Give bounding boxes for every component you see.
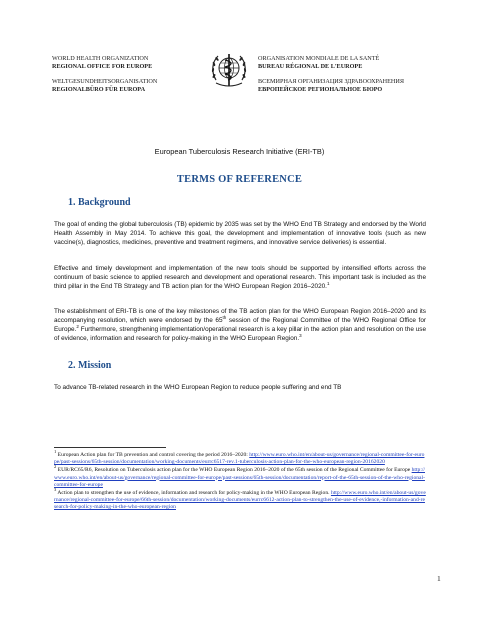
footnote-separator xyxy=(54,447,166,448)
section-heading-mission: 2. Mission xyxy=(68,360,112,371)
header-right-line1: ORGANISATION MONDIALE DE LA SANTÉ xyxy=(258,55,380,62)
background-paragraph-3 xyxy=(54,307,426,343)
footnote-text: EUR/RC65/R6, Resolution on Tuberculosis action plan for the WHO European Region 2016–2020 of the 65th session of the Regional Committee for Europe xyxy=(56,467,412,474)
footnote-ref-3: 3 xyxy=(299,333,302,338)
header-right xyxy=(258,55,438,94)
footnote-link-2[interactable]: http://www.euro.who.int/en/about-us/governance/regional-committee-for-europe/past-sessions/65th-session/documentation/report-of-the-65th-session-of-the-who-regional-committee-for-europe xyxy=(54,467,425,488)
header-left-line2: REGIONAL OFFICE FOR EUROPE xyxy=(52,63,153,70)
header-right-line2: BUREAU RÉGIONAL DE L'EUROPE xyxy=(258,63,363,70)
background-paragraph-3-text-c: Furthermore, strengthening implementation/operational research is a key pillar in the action plan and resolution on the use of evidence, information and research for policy-making in the WHO European Region. xyxy=(54,326,426,342)
footnote-link-3[interactable]: http://www.euro.who.int/en/about-us/governance/regional-committee-for-europe/66th-session/documentation/working-documents/eurrc6612-action-plan-to-strengthen-the-use-of-evidence,-information-and-research-for-policy-making-in-the-who-european-region xyxy=(54,490,426,511)
background-paragraph-3-text-b: session of the Regional Committee of the WHO Regional Office for Europe. xyxy=(54,317,426,333)
footnote-number: 1 xyxy=(54,449,57,454)
header-right-line4: ЕВРОПЕЙСКОЕ РЕГИОНАЛЬНОЕ БЮРО xyxy=(258,86,383,93)
section-heading-background: 1. Background xyxy=(68,197,131,208)
footnotes xyxy=(54,449,426,513)
header-right-line3: ВСЕМИРНАЯ ОРГАНИЗАЦИЯ ЗДРАВООХРАНЕНИЯ xyxy=(258,78,404,85)
document-subtitle: European Tuberculosis Research Initiative (ERI-TB) xyxy=(154,147,325,156)
background-paragraph-2 xyxy=(54,264,426,291)
footnote-link-1[interactable]: http://www.euro.who.int/en/about-us/governance/regional-committee-for-europe/past-sessions/65th-session/documentation/working-documents/eurrc6517-rev.1-tuberculosis-action-plan-for-the-who-european-region-20162020 xyxy=(54,452,425,466)
document-title: TERMS OF REFERENCE xyxy=(176,174,303,185)
footnote-ref-2: 2 xyxy=(76,324,79,329)
footnote-number: 2 xyxy=(54,464,57,470)
footnote-text: Action plan to strengthen the use of evidence, information and research for policy-making in the WHO European Region. xyxy=(56,490,331,497)
superscript-th: th xyxy=(222,315,227,320)
footnote-2 xyxy=(54,464,426,489)
footnote-3 xyxy=(54,487,426,512)
header-left-line4: REGIONALBÜRO FÜR EUROPA xyxy=(52,86,146,93)
footnote-number: 3 xyxy=(54,487,57,493)
background-paragraph-1: The goal of ending the global tuberculosis (TB) epidemic by 2035 was set by the WHO End TB Strategy and endorsed by the World Health Assembly in May 2014. To achieve this goal, the development and implementation of innovative tools (such as new vaccine(s), diagnostics, medicines, preventive and treatment regimens, and innovative service deliveries) is essential. xyxy=(54,221,426,246)
background-paragraph-2-text: Effective and timely development and implementation of the new tools should be supported by intensified efforts across the continuum of basic science to applied research and development and operational research. This important task is included as the third pillar in the End TB Strategy and TB action plan for the WHO European Region 2016–2020. xyxy=(54,265,426,290)
header-left-line1: WORLD HEALTH ORGANIZATION xyxy=(52,55,149,62)
footnote-1 xyxy=(54,449,426,466)
mission-paragraph: To advance TB-related research in the WHO European Region to reduce people suffering and end TB xyxy=(54,384,342,391)
footnote-text: European Action plan for TB prevention and control covering the period 2016–2020: xyxy=(56,452,250,458)
page-number: 1 xyxy=(437,574,441,583)
who-emblem-icon xyxy=(208,50,250,92)
header-left xyxy=(52,55,202,94)
header-left-line3: WELTGESUNDHEITSORGANISATION xyxy=(52,78,158,85)
background-paragraph-3-text-a: The establishment of ERI-TB is one of the key milestones of the TB action plan for the WHO European Region 2016–2020 and its accompanying resolution, which were endorsed by the 65 xyxy=(54,308,426,324)
footnote-ref-1: 1 xyxy=(326,281,330,286)
